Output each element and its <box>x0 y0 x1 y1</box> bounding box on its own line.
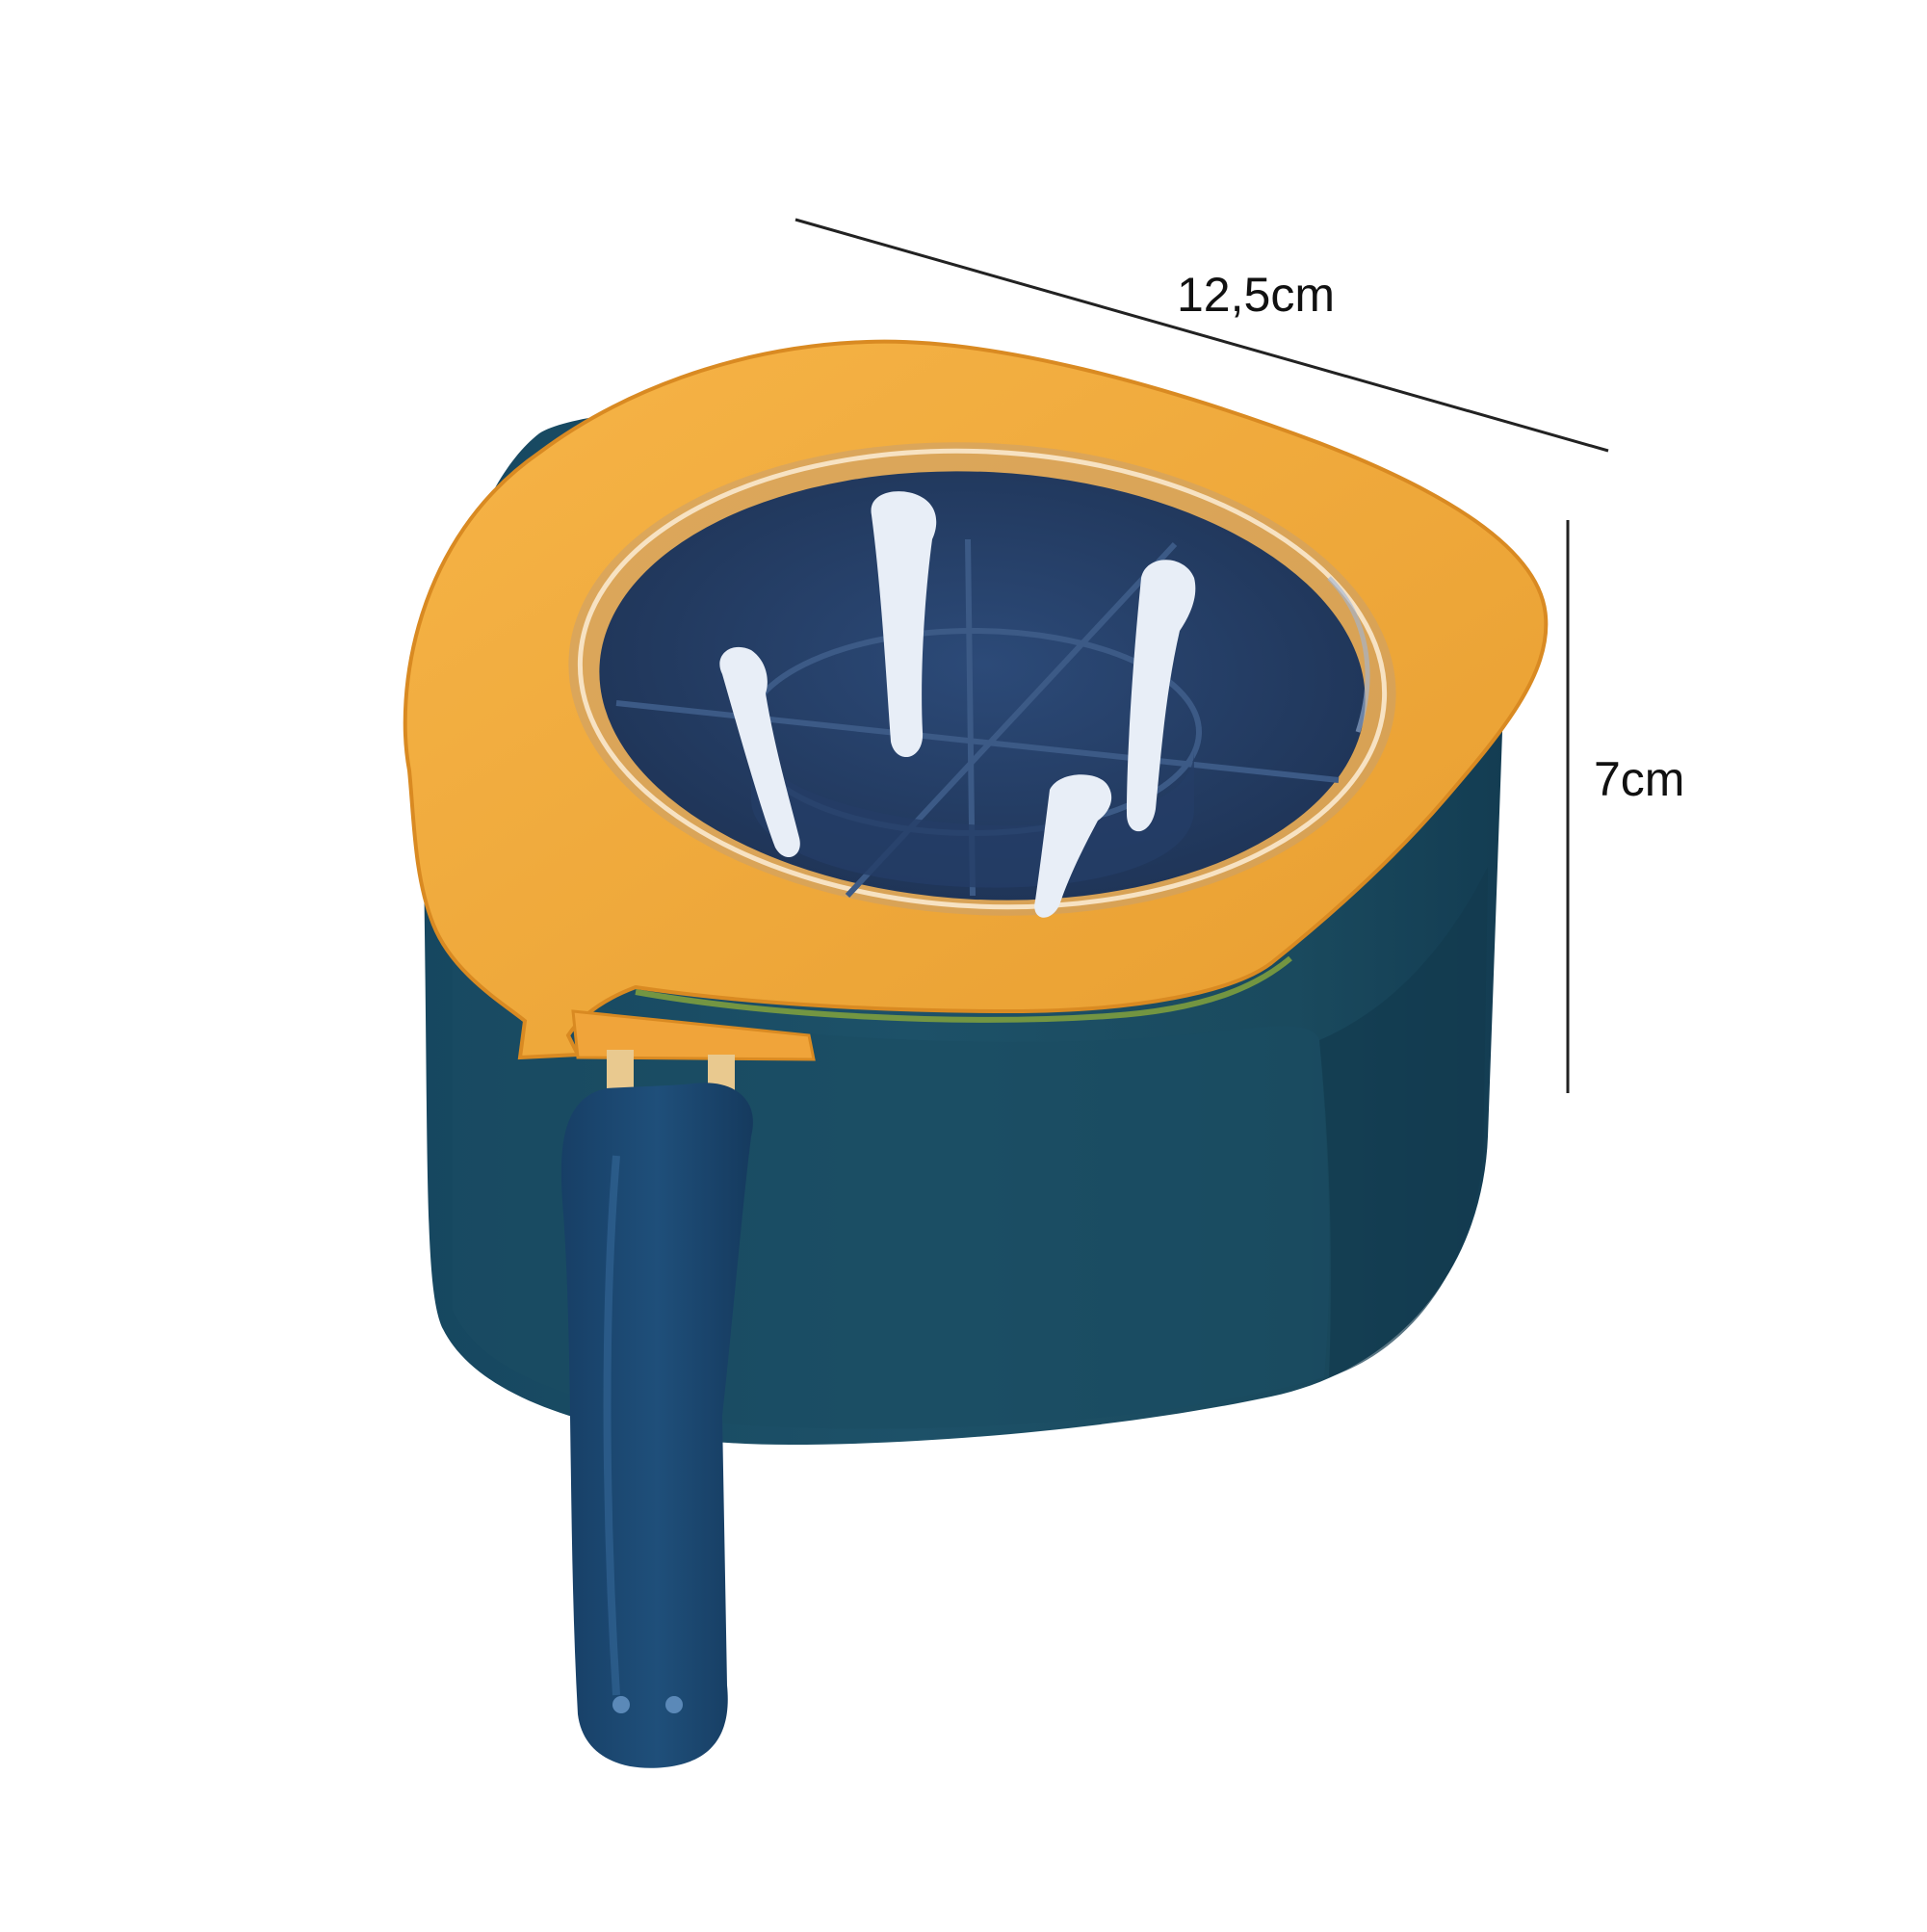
handle-dot-right <box>665 1696 683 1713</box>
handle-dot-left <box>612 1696 630 1713</box>
height-dimension-label: 7cm <box>1594 752 1685 806</box>
width-dimension-label: 12,5cm <box>1177 268 1335 322</box>
